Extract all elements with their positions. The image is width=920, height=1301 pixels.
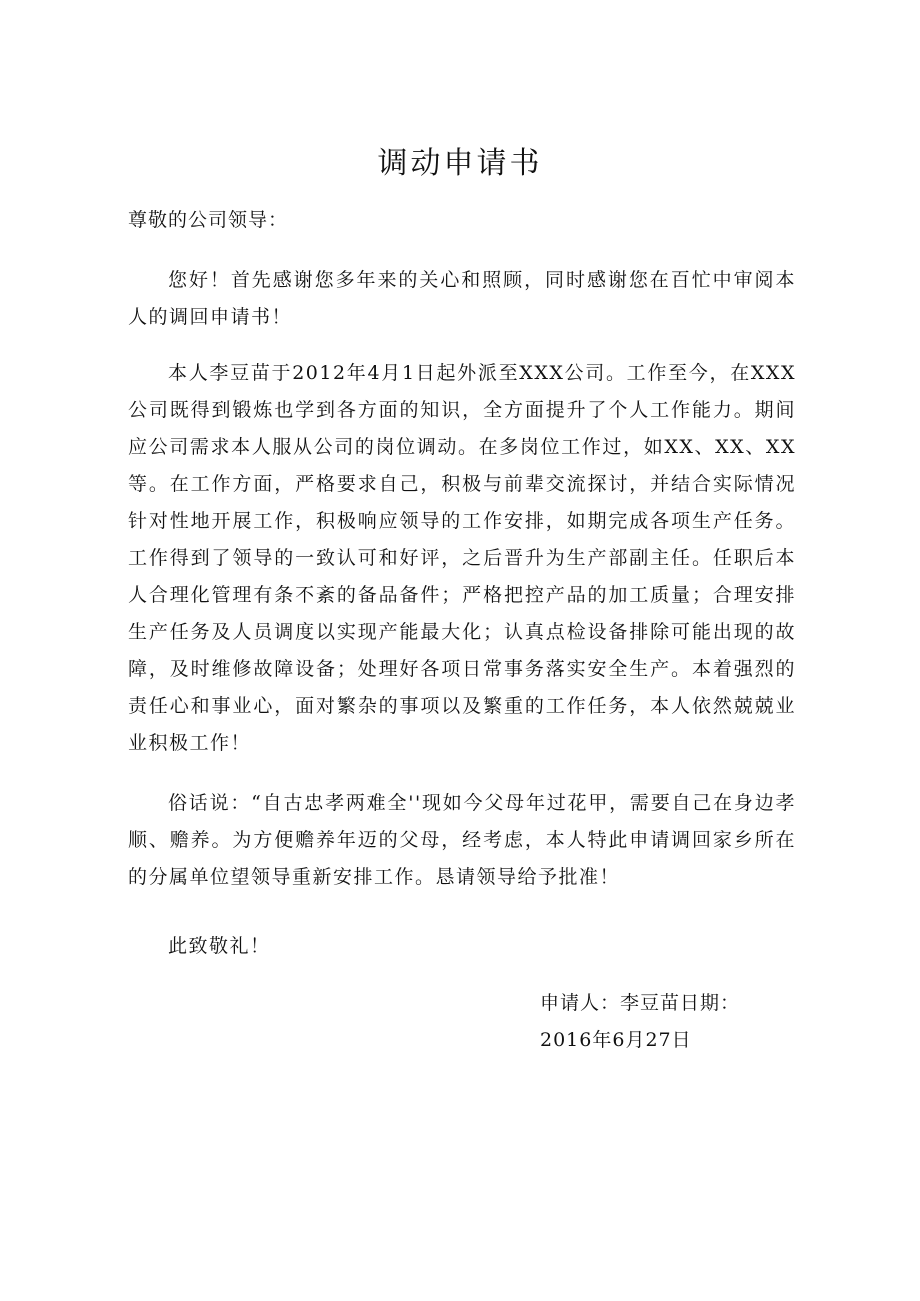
document-title: 调动申请书 <box>377 146 543 181</box>
signature-block: 申请人：李豆苗日期：2016年6月27日 <box>540 992 741 1051</box>
paragraph-greeting: 您好！首先感谢您多年来的关心和照顾，同时感谢您在百忙中审阅本人的调回申请书！ <box>128 269 796 328</box>
closing-salute: 此致敬礼！ <box>168 935 271 957</box>
salutation: 尊敬的公司领导： <box>128 209 289 231</box>
paragraph-reason: 俗话说：“自古忠孝两难全''现如今父母年过花甲，需要自己在身边孝顺、赡养。为方便赡养年迈的父母，经考虑，本人特此申请调回家乡所在的分属单位望领导重新安排工作。恳请领导给予批准！ <box>128 792 796 888</box>
paragraph-work-history: 本人李豆苗于2012年4月1日起外派至XXX公司。工作至今，在XXX公司既得到锻炼也学到各方面的知识，全方面提升了个人工作能力。期间应公司需求本人服从公司的岗位调动。在多岗位工作过，如XX、XX、XX等。在工作方面，严格要求自己，积极与前辈交流探讨，并结合实际情况针对性地开展工作，积极响应领导的工作安排，如期完成各项生产任务。工作得到了领导的一致认可和好评，之后晋升为生产部副主任。任职后本人合理化管理有条不紊的备品备件；严格把控产品的加工质量；合理安排生产任务及人员调度以实现产能最大化；认真点检设备排除可能出现的故障，及时维修故障设备；处理好各项日常事务落实安全生产。本着强烈的责任心和事业心，面对繁杂的事项以及繁重的工作任务，本人依然兢兢业业积极工作！ <box>128 362 796 754</box>
